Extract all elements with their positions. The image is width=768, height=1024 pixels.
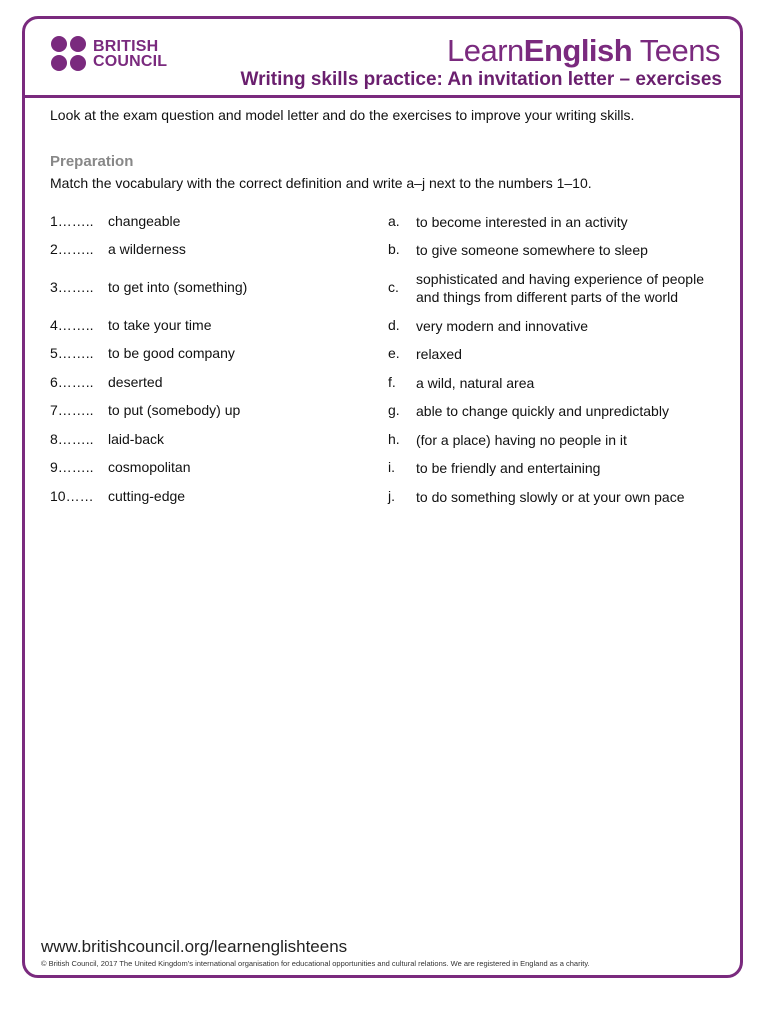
intro-text: Look at the exam question and model letter and do the exercises to improve your writing skills. — [50, 107, 635, 123]
definition-text: a wild, natural area — [416, 375, 535, 391]
vocab-term: to take your time — [108, 317, 212, 333]
definition-letter: e. — [388, 345, 400, 361]
brand-learn: Learn — [446, 33, 524, 68]
answer-blank-2: 2…….. — [50, 241, 94, 257]
definition-text: able to change quickly and unpredictably — [416, 403, 669, 419]
definition-text: relaxed — [416, 346, 462, 362]
answer-blank-6: 6…….. — [50, 374, 94, 390]
definition-text: to do something slowly or at your own pace — [416, 489, 685, 505]
section-instruction: Match the vocabulary with the correct definition and write a–j next to the numbers 1–10. — [50, 175, 592, 191]
definition-letter: c. — [388, 279, 399, 295]
footer-url-link[interactable]: www.britishcouncil.org/learnenglishteens — [41, 937, 348, 956]
answer-blank-3: 3…….. — [50, 279, 94, 295]
definition-letter: j. — [388, 488, 395, 504]
vocab-term: deserted — [108, 374, 163, 390]
vocab-term: cosmopolitan — [108, 459, 191, 475]
definition-letter: h. — [388, 431, 400, 447]
answer-blank-1: 1…….. — [50, 213, 94, 229]
definition-letter: d. — [388, 317, 400, 333]
vocab-term: to get into (something) — [108, 279, 248, 295]
vocab-term: to put (somebody) up — [108, 402, 241, 418]
header-divider — [25, 95, 743, 98]
definition-letter: a. — [388, 213, 400, 229]
vocab-term: a wilderness — [108, 241, 186, 257]
section-heading: Preparation — [50, 153, 134, 170]
logo-line-2: COUNCIL — [93, 52, 168, 70]
vocab-term: laid-back — [108, 431, 165, 447]
definition-text: very modern and innovative — [416, 318, 588, 334]
answer-blank-9: 9…….. — [50, 459, 94, 475]
british-council-logo — [51, 36, 167, 71]
answer-blank-7: 7…….. — [50, 402, 94, 418]
brand-english: English — [523, 33, 633, 68]
definition-text: (for a place) having no people in it — [416, 432, 627, 448]
footer-copyright: © British Council, 2017 The United Kingdom’s international organisation for educational opportunities and cultural relations. We are registered in England as a charity. — [41, 959, 590, 968]
definition-text: to give someone somewhere to sleep — [416, 242, 648, 258]
answer-blank-8: 8…….. — [50, 431, 94, 447]
definition-letter: g. — [388, 402, 400, 418]
logo-dots-icon — [51, 36, 86, 71]
definition-letter: b. — [388, 241, 400, 257]
vocab-term: changeable — [108, 213, 181, 229]
answer-blank-4: 4…….. — [50, 317, 94, 333]
definition-text: sophisticated and having experience of people and things from different parts of the world — [416, 271, 704, 305]
definition-text: to be friendly and entertaining — [416, 460, 601, 476]
vocab-term: to be good company — [108, 345, 235, 361]
answer-blank-5: 5…….. — [50, 345, 94, 361]
definition-letter: f. — [388, 374, 396, 390]
brand-teens: Teens — [632, 33, 720, 68]
answer-blank-10: 10…… — [50, 488, 94, 504]
vocab-term: cutting-edge — [108, 488, 186, 504]
definition-letter: i. — [388, 459, 395, 475]
definition-text: to become interested in an activity — [416, 214, 628, 230]
learnenglish-teens-brand — [447, 33, 720, 69]
logo-line-1: BRITISH — [93, 37, 159, 55]
document-title: Writing skills practice: An invitation letter – exercises — [240, 69, 722, 90]
